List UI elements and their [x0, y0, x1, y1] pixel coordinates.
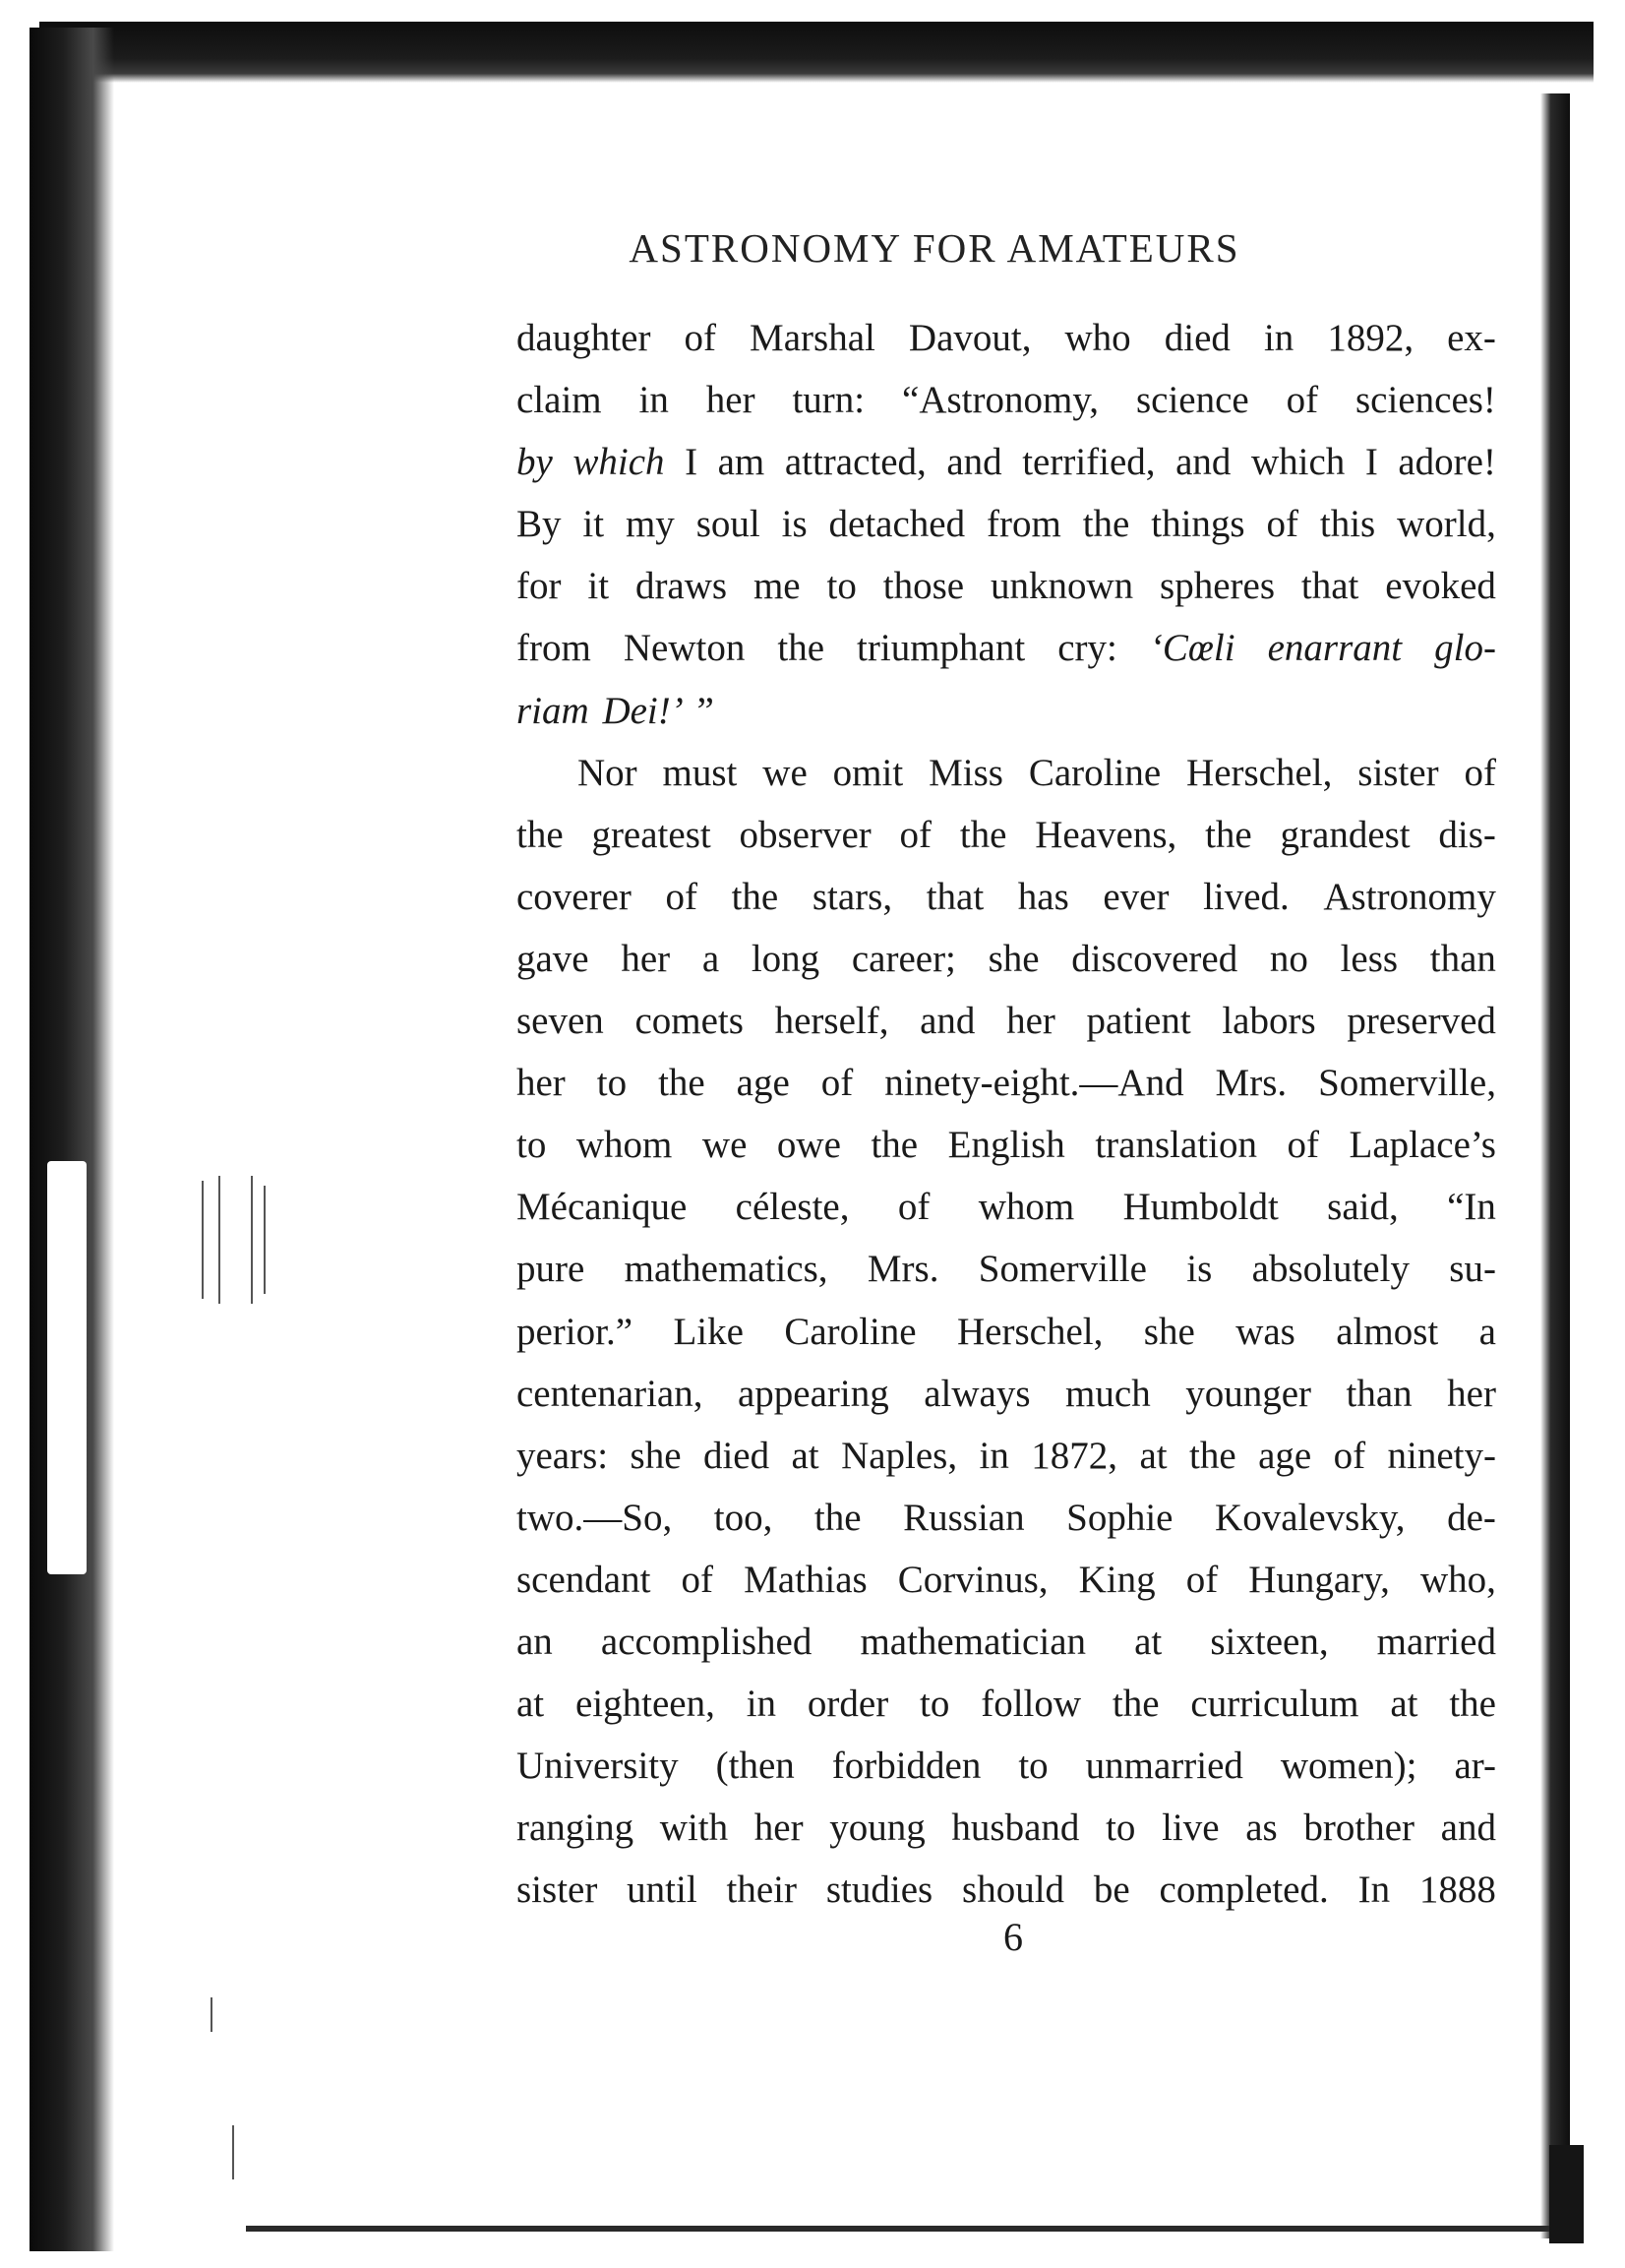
- word: Miss: [929, 751, 1003, 794]
- word: de-: [1447, 1496, 1496, 1539]
- word: 1888: [1418, 1869, 1496, 1912]
- text-line: [516, 990, 1496, 1052]
- word: me: [752, 565, 801, 608]
- word: patient: [1086, 1000, 1191, 1043]
- word: preserved: [1347, 1000, 1496, 1043]
- text-line: [516, 1114, 1496, 1176]
- word: young: [829, 1807, 926, 1850]
- word: completed.: [1159, 1869, 1329, 1912]
- word: curriculum: [1190, 1683, 1359, 1726]
- word: two.—So,: [516, 1496, 673, 1539]
- word: Dei!’: [602, 689, 684, 732]
- word: from: [986, 503, 1061, 546]
- word: sciences!: [1355, 379, 1496, 422]
- word: céleste,: [735, 1186, 850, 1229]
- scan-mark: [218, 1176, 220, 1304]
- word: is: [1186, 1248, 1213, 1291]
- word: centenarian,: [516, 1372, 703, 1415]
- word: of: [1185, 1558, 1219, 1601]
- word: University: [516, 1745, 679, 1788]
- word: at: [1134, 1620, 1163, 1663]
- word: an: [516, 1620, 553, 1663]
- word: whom: [978, 1186, 1075, 1229]
- word: and: [920, 1000, 976, 1043]
- word: the: [1205, 813, 1252, 856]
- word: of: [899, 813, 933, 856]
- word: as: [1245, 1807, 1278, 1850]
- text-line: [516, 804, 1496, 866]
- word: of: [1287, 1124, 1319, 1167]
- word: whom: [575, 1124, 673, 1167]
- word: forbidden: [831, 1745, 982, 1788]
- word: 1872,: [1031, 1434, 1118, 1477]
- body-text: [516, 307, 1496, 1921]
- word: and: [1175, 441, 1232, 484]
- word: claim: [516, 379, 602, 422]
- word: seven: [516, 1000, 604, 1043]
- word: to: [516, 1124, 547, 1167]
- word: Laplace’s: [1349, 1124, 1496, 1167]
- text-line: [516, 307, 1496, 369]
- word: dis-: [1438, 813, 1496, 856]
- word: her: [621, 937, 671, 980]
- word: order: [807, 1683, 889, 1726]
- word: Caroline: [784, 1310, 917, 1353]
- word: Naples,: [841, 1434, 958, 1477]
- word: Mrs.: [867, 1248, 939, 1291]
- text-line: [516, 431, 1496, 493]
- word: she: [988, 937, 1040, 980]
- word: labors: [1222, 1000, 1316, 1043]
- text-line: [516, 680, 1496, 742]
- word: sixteen,: [1210, 1620, 1329, 1663]
- word: that: [1300, 565, 1359, 608]
- word: the: [1112, 1683, 1160, 1726]
- word: ever: [1103, 875, 1170, 918]
- word: follow: [981, 1683, 1082, 1726]
- word: in: [638, 379, 669, 422]
- scan-mark: [251, 1176, 253, 1304]
- word: husband: [951, 1807, 1080, 1850]
- word: must: [662, 751, 738, 794]
- word: than: [1429, 937, 1496, 980]
- word: the: [731, 875, 779, 918]
- word: unknown: [990, 565, 1134, 608]
- text-line: [516, 1859, 1496, 1921]
- word: is: [781, 503, 808, 546]
- word: lived.: [1203, 875, 1290, 918]
- word: less: [1340, 937, 1399, 980]
- word: younger: [1185, 1372, 1312, 1415]
- word: Herschel,: [1186, 751, 1333, 794]
- word: which: [572, 441, 665, 484]
- word: glo-: [1434, 627, 1496, 670]
- running-header: ASTRONOMY FOR AMATEURS: [629, 225, 1240, 271]
- word: much: [1065, 1372, 1151, 1415]
- word: she: [1143, 1310, 1195, 1353]
- word: brother: [1303, 1807, 1414, 1850]
- word: triumphant: [857, 627, 1026, 670]
- text-line: [516, 1735, 1496, 1797]
- word: translation: [1095, 1124, 1257, 1167]
- word: I: [685, 441, 698, 484]
- word: ninety-eight.—And: [884, 1062, 1184, 1105]
- scan-edge-right: [1540, 93, 1570, 2238]
- text-line: [516, 1487, 1496, 1549]
- word: terrified,: [1022, 441, 1156, 484]
- word: of: [897, 1186, 931, 1229]
- text-line: [516, 1238, 1496, 1300]
- word: absolutely: [1251, 1248, 1410, 1291]
- word: we: [701, 1124, 748, 1167]
- word: this: [1319, 503, 1376, 546]
- word: to: [826, 565, 857, 608]
- word: we: [762, 751, 808, 794]
- word: her: [1006, 1000, 1055, 1043]
- word: be: [1093, 1869, 1130, 1912]
- word: Like: [673, 1310, 744, 1353]
- word: Mathias: [744, 1558, 868, 1601]
- word: live: [1162, 1807, 1220, 1850]
- word: ex-: [1447, 317, 1496, 359]
- text-line: [516, 866, 1496, 928]
- text-line: [516, 1052, 1496, 1114]
- word: evoked: [1385, 565, 1496, 608]
- word: enarrant: [1267, 627, 1403, 670]
- word: Mécanique: [516, 1186, 688, 1229]
- scan-edge-top: [39, 22, 1594, 83]
- text-line: [516, 617, 1496, 679]
- word: of: [665, 875, 697, 918]
- word: English: [947, 1124, 1065, 1167]
- word: owe: [776, 1124, 841, 1167]
- word: su-: [1449, 1248, 1496, 1291]
- word: omit: [832, 751, 904, 794]
- word: eighteen,: [575, 1683, 715, 1726]
- word: sister: [516, 1869, 598, 1912]
- word: career;: [851, 937, 956, 980]
- word: Caroline: [1028, 751, 1162, 794]
- word: sister: [1357, 751, 1439, 794]
- word: Marshal: [750, 317, 875, 359]
- word: daughter: [516, 317, 651, 359]
- word: of: [681, 1558, 714, 1601]
- word: ranging: [516, 1807, 634, 1850]
- word: By: [516, 503, 562, 546]
- word: it: [582, 503, 605, 546]
- word: Nor: [577, 751, 637, 794]
- word: Astronomy: [1323, 875, 1496, 918]
- word: detached: [828, 503, 966, 546]
- word: should: [962, 1869, 1065, 1912]
- word: was: [1235, 1310, 1295, 1353]
- word: grandest: [1280, 813, 1411, 856]
- word: of: [820, 1062, 854, 1105]
- word: of: [1464, 751, 1496, 794]
- word: spheres: [1160, 565, 1275, 608]
- word: the: [813, 1496, 862, 1539]
- text-line: [516, 1549, 1496, 1611]
- word: her: [516, 1062, 566, 1105]
- word: attracted,: [784, 441, 927, 484]
- word: am: [717, 441, 765, 484]
- word: world,: [1397, 503, 1496, 546]
- word: of: [1333, 1434, 1366, 1477]
- scan-edge-bottom: [246, 2226, 1574, 2232]
- word: her: [705, 379, 755, 422]
- text-line: [516, 493, 1496, 555]
- word: ar-: [1454, 1745, 1496, 1788]
- text-line: [516, 928, 1496, 990]
- word: the: [777, 627, 825, 670]
- word: married: [1376, 1620, 1496, 1663]
- word: the: [959, 813, 1007, 856]
- word: at: [791, 1434, 819, 1477]
- word: died: [1164, 317, 1231, 359]
- word: my: [625, 503, 675, 546]
- word: to: [1018, 1745, 1049, 1788]
- word: soul: [695, 503, 760, 546]
- word: perior.”: [516, 1310, 633, 1353]
- word: Humboldt: [1122, 1186, 1279, 1229]
- word: King: [1078, 1558, 1156, 1601]
- word: women);: [1280, 1745, 1417, 1788]
- word: the: [871, 1124, 919, 1167]
- word: to: [596, 1062, 628, 1105]
- word: their: [726, 1869, 797, 1912]
- word: the: [658, 1062, 705, 1105]
- word: by: [516, 441, 553, 484]
- word: draws: [634, 565, 728, 608]
- word: appearing: [737, 1372, 889, 1415]
- text-line: [516, 1673, 1496, 1735]
- word: ‘Cœli: [1149, 627, 1235, 670]
- word: greatest: [591, 813, 711, 856]
- word: I: [1364, 441, 1378, 484]
- word: science: [1135, 379, 1249, 422]
- word: discovered: [1071, 937, 1238, 980]
- word: always: [924, 1372, 1031, 1415]
- word: has: [1017, 875, 1069, 918]
- word: turn:: [792, 379, 866, 422]
- word: pure: [516, 1248, 585, 1291]
- word: it: [587, 565, 610, 608]
- page-number: 6: [1003, 1915, 1023, 1959]
- word: a: [701, 937, 720, 980]
- word: years:: [516, 1434, 609, 1477]
- text-line: [516, 1176, 1496, 1238]
- word: Russian: [903, 1496, 1025, 1539]
- word: a: [1478, 1310, 1496, 1353]
- word: in: [746, 1683, 777, 1726]
- word: said,: [1327, 1186, 1399, 1229]
- word: no: [1269, 937, 1308, 980]
- word: riam: [516, 689, 589, 732]
- word: cry:: [1057, 627, 1117, 670]
- word: studies: [825, 1869, 933, 1912]
- word: (then: [715, 1745, 795, 1788]
- text-line: [516, 369, 1496, 431]
- word: coverer: [516, 875, 632, 918]
- word: in: [979, 1434, 1009, 1477]
- word: at: [1139, 1434, 1168, 1477]
- word: the: [516, 813, 564, 856]
- word: Kovalevsky,: [1215, 1496, 1406, 1539]
- word: of: [684, 317, 716, 359]
- text-line: [516, 1797, 1496, 1859]
- text-line: [516, 555, 1496, 617]
- word: long: [751, 937, 820, 980]
- word: mathematician: [860, 1620, 1087, 1663]
- word: Mrs.: [1215, 1062, 1288, 1105]
- word: at: [516, 1683, 545, 1726]
- word: those: [882, 565, 965, 608]
- word: ”: [696, 689, 714, 732]
- word: the: [1082, 503, 1130, 546]
- word: to: [920, 1683, 950, 1726]
- word: in: [1263, 317, 1294, 359]
- scan-corner-bottom-right: [1549, 2145, 1584, 2243]
- word: from: [516, 627, 591, 670]
- word: that: [926, 875, 985, 918]
- word: with: [659, 1807, 729, 1850]
- scan-mark: [211, 1997, 212, 2032]
- word: Heavens,: [1035, 813, 1177, 856]
- word: gave: [516, 937, 589, 980]
- word: ninety-: [1387, 1434, 1496, 1477]
- word: died: [702, 1434, 770, 1477]
- word: Sophie: [1066, 1496, 1174, 1539]
- scan-mark: [202, 1181, 204, 1299]
- word: “In: [1447, 1186, 1496, 1229]
- word: for: [516, 565, 562, 608]
- word: the: [1449, 1683, 1496, 1726]
- word: unmarried: [1085, 1745, 1243, 1788]
- word: comets: [634, 1000, 744, 1043]
- word: who,: [1420, 1558, 1496, 1601]
- text-line: [516, 742, 1496, 804]
- text-line: [516, 1363, 1496, 1425]
- word: herself,: [774, 1000, 889, 1043]
- word: which: [1250, 441, 1346, 484]
- word: scendant: [516, 1558, 651, 1601]
- word: age: [1258, 1434, 1312, 1477]
- word: to: [1106, 1807, 1136, 1850]
- word: and: [1440, 1807, 1496, 1850]
- word: and: [946, 441, 1002, 484]
- word: Herschel,: [957, 1310, 1104, 1353]
- word: almost: [1336, 1310, 1439, 1353]
- word: adore!: [1398, 441, 1496, 484]
- word: 1892,: [1327, 317, 1414, 359]
- word: stars,: [812, 875, 893, 918]
- word: of: [1286, 379, 1319, 422]
- word: Hungary,: [1248, 1558, 1390, 1601]
- word: of: [1266, 503, 1298, 546]
- word: at: [1390, 1683, 1418, 1726]
- word: Corvinus,: [897, 1558, 1049, 1601]
- scan-mark: [232, 2125, 234, 2179]
- word: her: [753, 1807, 804, 1850]
- word: Somerville: [978, 1248, 1147, 1291]
- word: Newton: [623, 627, 746, 670]
- word: age: [736, 1062, 790, 1105]
- scan-edge-left: [30, 28, 114, 2251]
- word: she: [630, 1434, 682, 1477]
- word: things: [1151, 503, 1245, 546]
- word: her: [1447, 1372, 1496, 1415]
- word: mathematics,: [624, 1248, 828, 1291]
- text-line: [516, 1425, 1496, 1487]
- word: than: [1346, 1372, 1413, 1415]
- word: until: [627, 1869, 697, 1912]
- word: In: [1357, 1869, 1391, 1912]
- word: Somerville,: [1318, 1062, 1496, 1105]
- word: too,: [713, 1496, 773, 1539]
- word: accomplished: [600, 1620, 812, 1663]
- word: Davout,: [908, 317, 1032, 359]
- text-line: [516, 1301, 1496, 1363]
- scan-edge-left-notch: [47, 1161, 87, 1574]
- word: the: [1189, 1434, 1236, 1477]
- word: “Astronomy,: [902, 379, 1100, 422]
- text-line: [516, 1611, 1496, 1673]
- scan-mark: [264, 1186, 266, 1294]
- word: who: [1064, 317, 1131, 359]
- word: observer: [739, 813, 872, 856]
